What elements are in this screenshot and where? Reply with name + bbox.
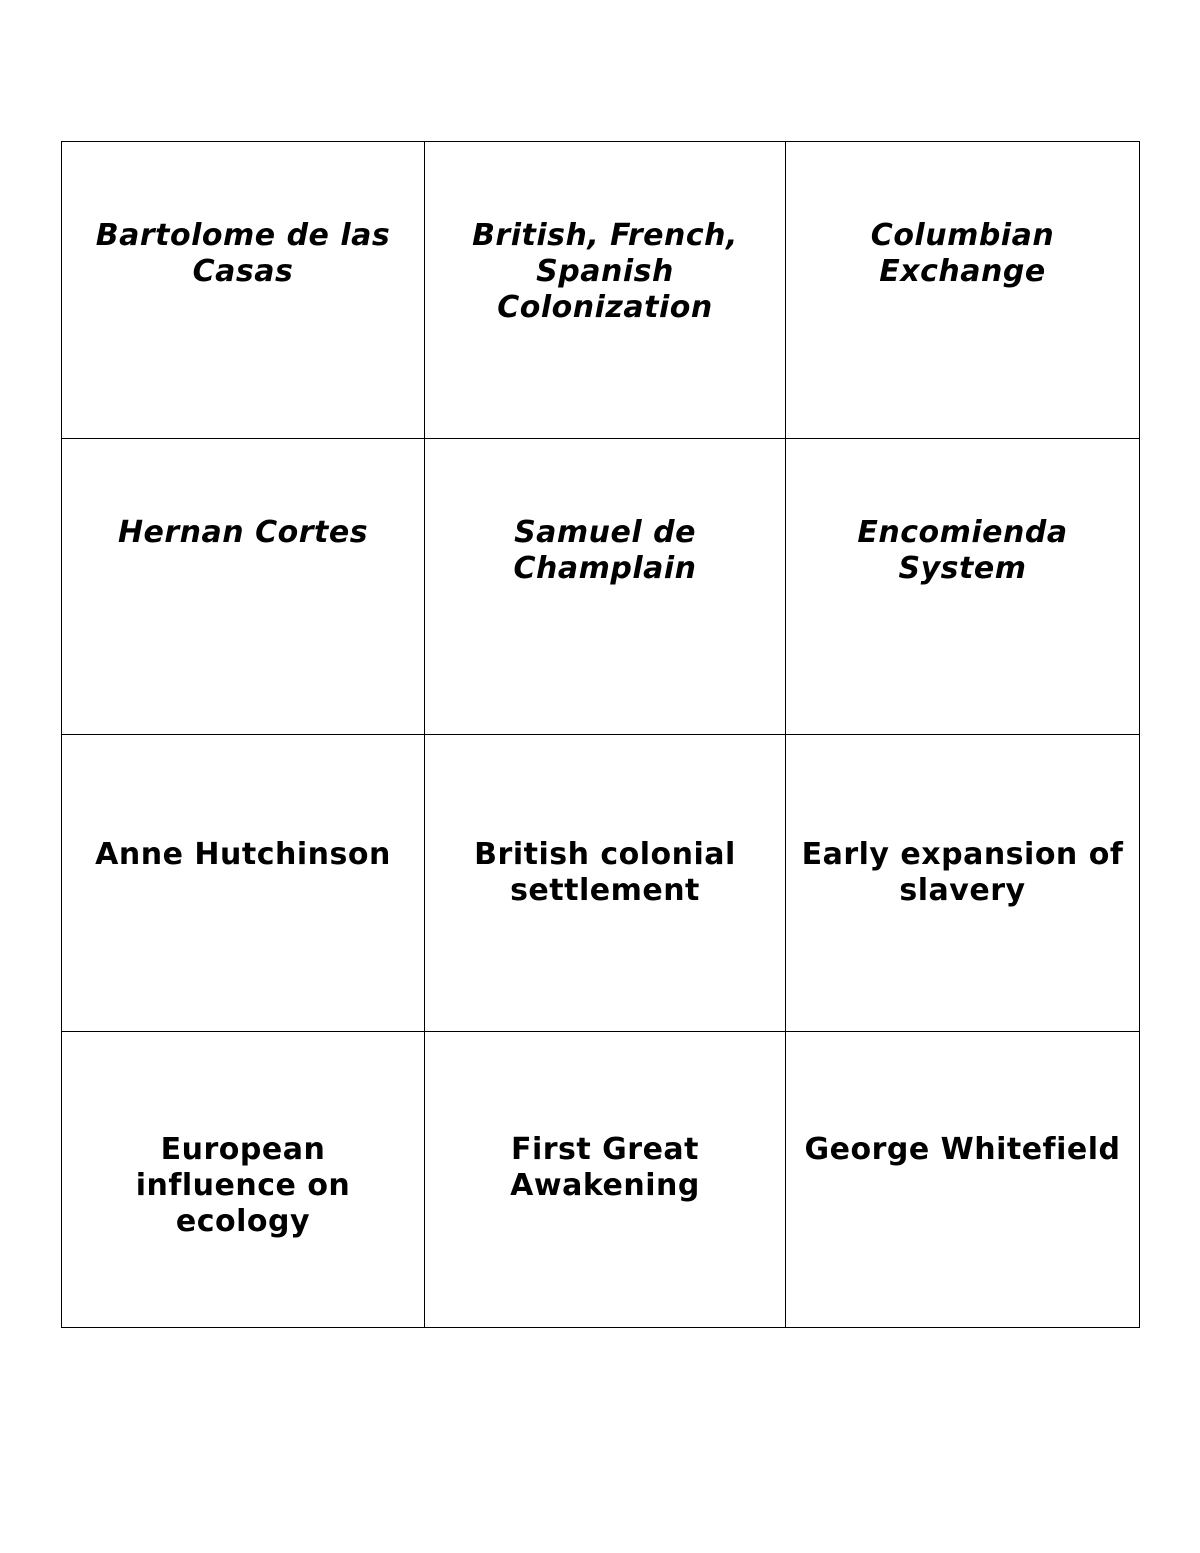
card-term: Columbian Exchange: [870, 218, 1055, 289]
card-term: Samuel de Champlain: [513, 514, 697, 586]
card-row: [62, 735, 1140, 1032]
card-cell: [425, 1031, 786, 1328]
card-cell: [786, 142, 1140, 439]
card-cell: [425, 142, 786, 439]
card-term: British, French, Spanish Colonization: [472, 218, 738, 325]
card-cell: [62, 438, 425, 735]
card-row: [62, 1031, 1140, 1328]
card-term: Anne Hutchinson: [95, 837, 391, 872]
card-row: [62, 438, 1140, 735]
card-cell: [786, 438, 1140, 735]
card-term: George Whitefield: [804, 1131, 1121, 1167]
card-cell: [62, 1031, 425, 1328]
flashcard-grid: [61, 141, 1140, 1328]
card-term: First Great Awakening: [510, 1131, 700, 1203]
card-cell: [425, 735, 786, 1032]
card-term: Bartolome de las Casas: [95, 218, 391, 289]
card-cell: [62, 142, 425, 439]
card-cell: [786, 735, 1140, 1032]
card-term: European influence on ecology: [135, 1131, 351, 1239]
card-cell: [786, 1031, 1140, 1328]
card-row: [62, 142, 1140, 439]
card-term: Hernan Cortes: [117, 514, 369, 550]
card-term: Encomienda System: [857, 514, 1068, 586]
card-term: British colonial settlement: [474, 837, 736, 908]
card-term: Early expansion of slavery: [801, 837, 1124, 908]
card-cell: [425, 438, 786, 735]
card-cell: [62, 735, 425, 1032]
